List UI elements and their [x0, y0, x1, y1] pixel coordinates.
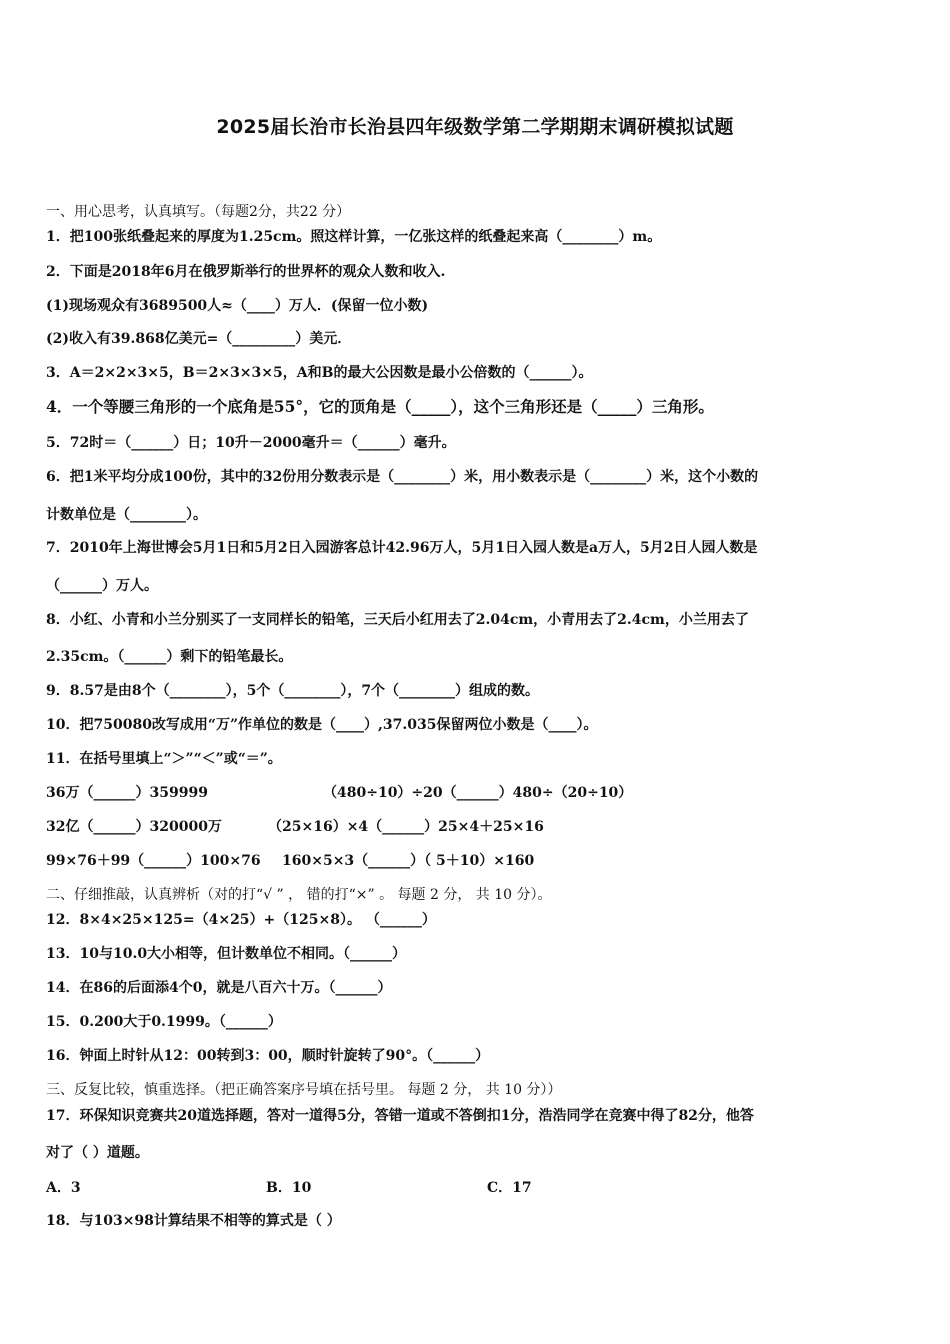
option-a: A．3 — [46, 1180, 81, 1196]
comparison-item: 32亿（______）320000万 — [46, 819, 222, 835]
comparison-item: （480÷10）÷20（______）480÷（20÷10） — [323, 785, 633, 801]
comparison-item: （25×16）×4（______）25×4＋25×16 — [268, 819, 544, 835]
question-3: 3．A＝2×2×3×5，B＝2×3×3×5，A和B的最大公因数是最小公倍数的（______）。 — [46, 365, 593, 381]
question-12: 12．8×4×25×125=（4×25）+（125×8）。 （______） — [46, 912, 436, 928]
question-17-line-1: 17．环保知识竞赛共20道选择题，答对一道得5分，答错一道或不答倒扣1分，浩浩同学在竞赛中得了82分，他答 — [46, 1108, 754, 1124]
question-7-line-1: 7．2010年上海世博会5月1日和5月2日入园游客总计42.96万人，5月1日入园人数是a万人，5月2日人园人数是 — [46, 540, 758, 556]
question-8-line-1: 8．小红、小青和小兰分别买了一支同样长的铅笔，三天后小红用去了2.04cm，小青用去了2.4cm，小兰用去了 — [46, 612, 749, 628]
question-2-part-2: (2)收入有39.868亿美元=（_________）美元． — [46, 331, 352, 347]
question-14: 14．在86的后面添4个0，就是八百六十万。（______） — [46, 980, 392, 996]
question-5: 5．72时＝（______）日；10升－2000毫升＝（______）毫升。 — [46, 435, 456, 451]
question-8-line-2: 2.35cm。（______）剩下的铅笔最长。 — [46, 649, 293, 665]
question-15: 15．0.200大于0.1999。（______） — [46, 1014, 282, 1030]
section-1-heading: 一、用心思考，认真填写。（每题2分，共22 分） — [46, 204, 351, 220]
question-11: 11．在括号里填上“＞”“＜”或“＝”。 — [46, 751, 282, 767]
option-c: C．17 — [487, 1180, 532, 1196]
question-2-part-1: (1)现场观众有3689500人≈（____）万人．(保留一位小数) — [46, 298, 429, 314]
question-6-line-1: 6．把1米平均分成100份，其中的32份用分数表示是（________）米，用小数表示是（________）米，这个小数的 — [46, 469, 759, 485]
question-2: 2．下面是2018年6月在俄罗斯举行的世界杯的观众人数和收入. — [46, 264, 446, 280]
question-7-line-2: （______）万人。 — [46, 578, 158, 594]
question-1: 1．把100张纸叠起来的厚度为1.25cm。照这样计算，一亿张这样的纸叠起来高（________）m。 — [46, 229, 662, 245]
question-17-line-2: 对了（ ）道题。 — [46, 1145, 149, 1161]
option-b: B．10 — [266, 1180, 312, 1196]
section-3-heading: 三、反复比较，慎重选择。（把正确答案序号填在括号里。 每题 2 分， 共 10 分）） — [46, 1082, 562, 1098]
question-10: 10．把750080改写成用“万”作单位的数是（____）,37.035保留两位小数是（____）。 — [46, 717, 598, 733]
section-2-heading: 二、仔细推敲，认真辨析（对的打“√ ” ， 错的打“×” 。 每题 2 分， 共 10 分）。 — [46, 887, 552, 903]
question-13: 13．10与10.0大小相等，但计数单位不相同。（______） — [46, 946, 407, 962]
comparison-item: 36万（______）359999 — [46, 785, 208, 801]
comparison-item: 99×76＋99（______）100×76 — [46, 853, 261, 869]
question-9: 9．8.57是由8个（________），5个（________），7个（________）组成的数。 — [46, 683, 540, 699]
page-title: 2025届长治市长治县四年级数学第二学期期末调研模拟试题 — [216, 116, 734, 138]
question-16: 16．钟面上时针从12：00转到3：00，顺时针旋转了90°。（______） — [46, 1048, 490, 1064]
question-6-line-2: 计数单位是（________）。 — [46, 507, 207, 523]
question-4: 4．一个等腰三角形的一个底角是55°，它的顶角是（_____），这个三角形还是（_____）三角形。 — [46, 397, 714, 416]
question-18: 18．与103×98计算结果不相等的算式是（ ） — [46, 1213, 341, 1229]
comparison-item: 160×5×3（______）（ 5＋10）×160 — [282, 853, 535, 869]
